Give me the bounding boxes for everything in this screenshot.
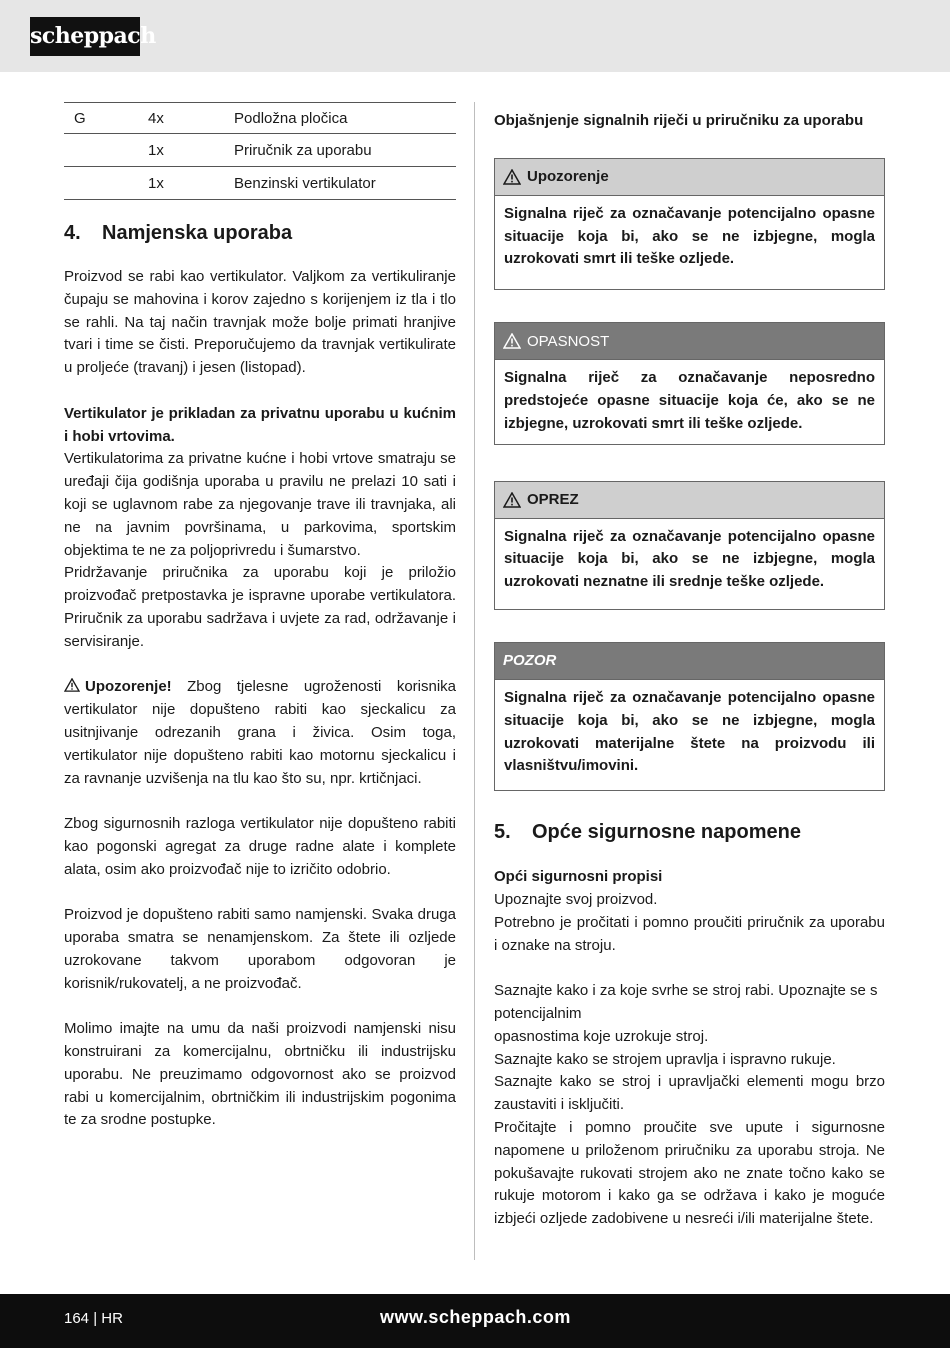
warning-icon bbox=[503, 169, 521, 185]
section5-line: Upoznajte svoj proizvod. bbox=[494, 890, 658, 908]
table-row bbox=[64, 167, 456, 200]
part-qty: 4x bbox=[148, 109, 164, 127]
section5-line: Pročitajte i pomno proučite sve upute i sigurnosne napomene u priloženom priručniku za uporabu stroja. Ne pokušavajte rukovati strojem ako ne znate točno kako se rukuje motorom i kako ga se održava i kako je moguće izbjeći ozljede zadobivene u nesreći i/ili materijalne štete. bbox=[494, 1118, 885, 1228]
section5-line: Potrebno je pročitati i pomno proučiti priručnik za uporabu i oznake na stroju. bbox=[494, 913, 885, 954]
warning-icon bbox=[64, 678, 80, 692]
page-footer bbox=[0, 1294, 950, 1348]
section4-warning-paragraph bbox=[64, 676, 456, 790]
page-header bbox=[0, 0, 950, 72]
signal-label: OPASNOST bbox=[527, 332, 610, 350]
part-name: Podložna pločica bbox=[234, 109, 348, 127]
section5-line: Saznajte kako i za koje svrhe se stroj rabi. Upoznajte se s potencijalnim bbox=[494, 982, 878, 1022]
signal-text: Signalna riječ za označavanje potencijalno opasne situacije koja bi, ako se ne izbjegne, mogla uzrokovati neznatne ili srednje teške ozljede. bbox=[504, 527, 875, 591]
part-qty: 1x bbox=[148, 141, 164, 159]
section4-heading bbox=[64, 222, 456, 245]
section4-paragraph: Vertikulatorima za privatne kućne i hobi vrtove smatraju se uređaji čija godišnja uporaba u pravilu ne prelazi 10 sati i koji se uglavnom rabe za njegovanje trave ili travnjaka, ali ne na javnim površinama, u parkovima, sportskim objektima te ne za poljoprivredu i šumarstvo. bbox=[64, 450, 456, 559]
section4-paragraph: Molimo imajte na umu da naši proizvodi namjenski nisu konstruirani za komercijalnu, obrtničku ili industrijsku uporabu. Ne preuzimamo odgovornost ako se proizvod rabi u komercijalnim, obrtničkim ili industrijskim pogonima te za srodne postupke. bbox=[64, 1020, 456, 1129]
warning-label: Upozorenje! bbox=[85, 678, 172, 696]
section4-paragraph: Proizvod je dopušteno rabiti samo namjenski. Svaka druga uporaba smatra se nenamjenskom. Za štete ili ozljede uzrokovane takvom uporabom odgovoran je korisnik/rukovatelj, a ne proizvođač. bbox=[64, 906, 456, 992]
section5-line: Saznajte kako se stroj i upravljački elementi mogu brzo zaustaviti i isključiti. bbox=[494, 1073, 885, 1114]
section5-heading bbox=[494, 821, 885, 844]
warning-text: Zbog tjelesne ugroženosti korisnika vertikulator nije dopušteno rabiti kao sjeckalicu za usitnjivanje odrezanih grana i živica. Osim toga, vertikulator nije dopušteno rabiti kao motornu sjeckalicu i za ravnanje uzvišenja na tlu kao što su, npr. krtičnjaci. bbox=[64, 678, 456, 787]
warning-icon bbox=[503, 333, 521, 349]
section4-paragraph: Zbog sigurnosnih razloga vertikulator nije dopušteno rabiti kao pogonski agregat za druge radne alate i komplete alata, osim ako proizvođač nije to izričito odobrio. bbox=[64, 815, 456, 878]
table-row bbox=[64, 134, 456, 167]
warning-icon bbox=[503, 492, 521, 508]
signal-box-upozorenje bbox=[494, 158, 885, 290]
signal-box-header bbox=[495, 323, 884, 360]
section4-bold-paragraph: Vertikulator je prikladan za privatnu uporabu u kućnim i hobi vrtovima. bbox=[64, 404, 456, 445]
section5-line: Saznajte kako se strojem upravlja i ispravno rukuje. bbox=[494, 1050, 836, 1068]
signal-label: OPREZ bbox=[527, 491, 579, 509]
signal-text: Signalna riječ za označavanje potencijalno opasne situacije koja bi, ako se ne izbjegne, mogla uzrokovati smrt ili teške ozljede. bbox=[504, 204, 875, 268]
signal-label: POZOR bbox=[503, 652, 557, 670]
part-name: Priručnik za uporabu bbox=[234, 141, 372, 159]
signal-box-header bbox=[495, 159, 884, 196]
signal-words-heading: Objašnjenje signalnih riječi u priručniku za uporabu bbox=[494, 112, 864, 129]
table-row bbox=[64, 103, 456, 134]
signal-label: Upozorenje bbox=[527, 168, 609, 186]
part-letter bbox=[64, 167, 148, 200]
parts-table bbox=[64, 102, 456, 200]
signal-box-header bbox=[495, 643, 884, 680]
scheppach-logo: scheppach bbox=[30, 17, 140, 56]
page-number: 164 | HR bbox=[64, 1310, 123, 1327]
signal-box-header bbox=[495, 482, 884, 519]
section5-number: 5. bbox=[494, 821, 511, 844]
signal-box-opasnost bbox=[494, 322, 885, 444]
website-url[interactable]: www.scheppach.com bbox=[380, 1307, 571, 1327]
section5-subheading: Opći sigurnosni propisi bbox=[494, 868, 663, 886]
signal-box-pozor bbox=[494, 642, 885, 791]
section4-paragraph: Proizvod se rabi kao vertikulator. Valjkom za vertikuliranje čupaju se mahovina i korov zajedno s korijenjem iz tla i tlo se rahli. Na taj način travnjak može bolje primati hranjive tvari i time se čisti. Preporučujemo da travnjak vertikulirate u proljeće (travanj) i jesen (listopad). bbox=[64, 268, 456, 377]
left-column bbox=[64, 102, 456, 1132]
section5-title: Opće sigurnosne napomene bbox=[532, 821, 801, 844]
part-name: Benzinski vertikulator bbox=[234, 174, 376, 192]
signal-box-oprez bbox=[494, 481, 885, 610]
part-qty: 1x bbox=[148, 174, 164, 192]
right-column bbox=[494, 102, 885, 1231]
signal-text: Signalna riječ za označavanje potencijalno opasne situacije koja bi, ako se ne izbjegne, mogla uzrokovati materijalne štete na proizvodu ili vlasništvu/imovini. bbox=[504, 688, 875, 775]
section4-number: 4. bbox=[64, 222, 81, 244]
part-letter: G bbox=[74, 109, 86, 127]
column-divider bbox=[474, 102, 475, 1260]
signal-text: Signalna riječ za označavanje neposredno predstojeće opasne situacije koja će, ako se ne izbjegne, uzrokovati smrt ili teške ozljede. bbox=[504, 369, 875, 432]
part-letter bbox=[64, 134, 148, 167]
section4-paragraph: Pridržavanje priručnika za uporabu koji je priložio proizvođač pretpostavka je ispravne uporabe vertikulatora. Priručnik za uporabu sadržava i uvjete za rad, održavanje i servisiranje. bbox=[64, 564, 456, 650]
section4-title: Namjenska uporaba bbox=[102, 222, 293, 244]
section5-line: opasnostima koje uzrokuje stroj. bbox=[494, 1027, 709, 1045]
